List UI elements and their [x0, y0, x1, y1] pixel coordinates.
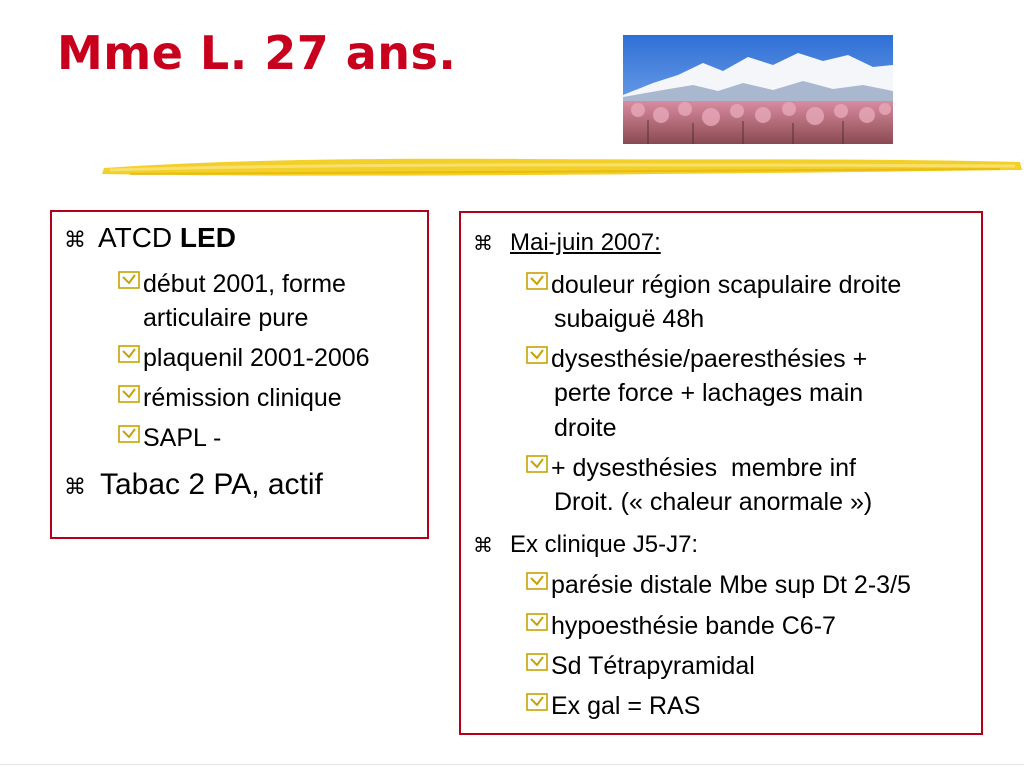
sub-bullet: Ex gal = RAS — [526, 689, 700, 724]
checkbox-icon — [118, 271, 140, 289]
checkbox-icon — [526, 613, 548, 631]
sub-bullet: début 2001, forme — [118, 267, 346, 302]
bullet-tabac: ⌘ Tabac 2 PA, actif — [64, 468, 323, 501]
sub-bullet: douleur région scapulaire droite — [526, 268, 901, 303]
sub-bullet: dysesthésie/paeresthésies + — [526, 342, 867, 377]
sub-bullet: + dysesthésies membre inf — [526, 451, 856, 486]
command-key-icon: ⌘ — [64, 475, 86, 500]
checkbox-icon — [526, 272, 548, 290]
sub-bullet-continuation: Droit. (« chaleur anormale ») — [554, 488, 873, 516]
sub-bullet: parésie distale Mbe sup Dt 2-3/5 — [526, 568, 911, 603]
checkbox-icon — [526, 572, 548, 590]
bullet-mai-juin: ⌘ Mai-juin 2007: — [473, 229, 661, 256]
mountain-landscape-photo — [623, 35, 893, 144]
command-key-icon: ⌘ — [473, 231, 493, 255]
bullet-ex-clinique: ⌘ Ex clinique J5-J7: — [473, 531, 699, 558]
sub-bullet-continuation: perte force + lachages main — [554, 379, 864, 407]
checkbox-icon — [118, 345, 140, 363]
sub-bullet-continuation: droite — [554, 414, 617, 442]
checkbox-icon — [526, 653, 548, 671]
sub-bullet-continuation: subaiguë 48h — [554, 305, 705, 333]
yellow-brush-stroke — [100, 150, 1024, 182]
checkbox-icon — [118, 425, 140, 443]
slide-title: Mme L. 27 ans. — [57, 26, 457, 80]
sub-bullet: rémission clinique — [118, 381, 342, 416]
sub-bullet: Sd Tétrapyramidal — [526, 649, 755, 684]
bullet-atcd: ⌘ ATCD LED — [64, 222, 236, 253]
checkbox-icon — [526, 346, 548, 364]
checkbox-icon — [526, 455, 548, 473]
sub-bullet: hypoesthésie bande C6-7 — [526, 609, 836, 644]
checkbox-icon — [118, 385, 140, 403]
command-key-icon: ⌘ — [64, 228, 86, 253]
checkbox-icon — [526, 693, 548, 711]
sub-bullet-continuation: articulaire pure — [143, 304, 309, 332]
sub-bullet: SAPL - — [118, 421, 221, 456]
command-key-icon: ⌘ — [473, 533, 493, 557]
bottom-divider — [0, 764, 1024, 765]
sub-bullet: plaquenil 2001-2006 — [118, 341, 370, 376]
